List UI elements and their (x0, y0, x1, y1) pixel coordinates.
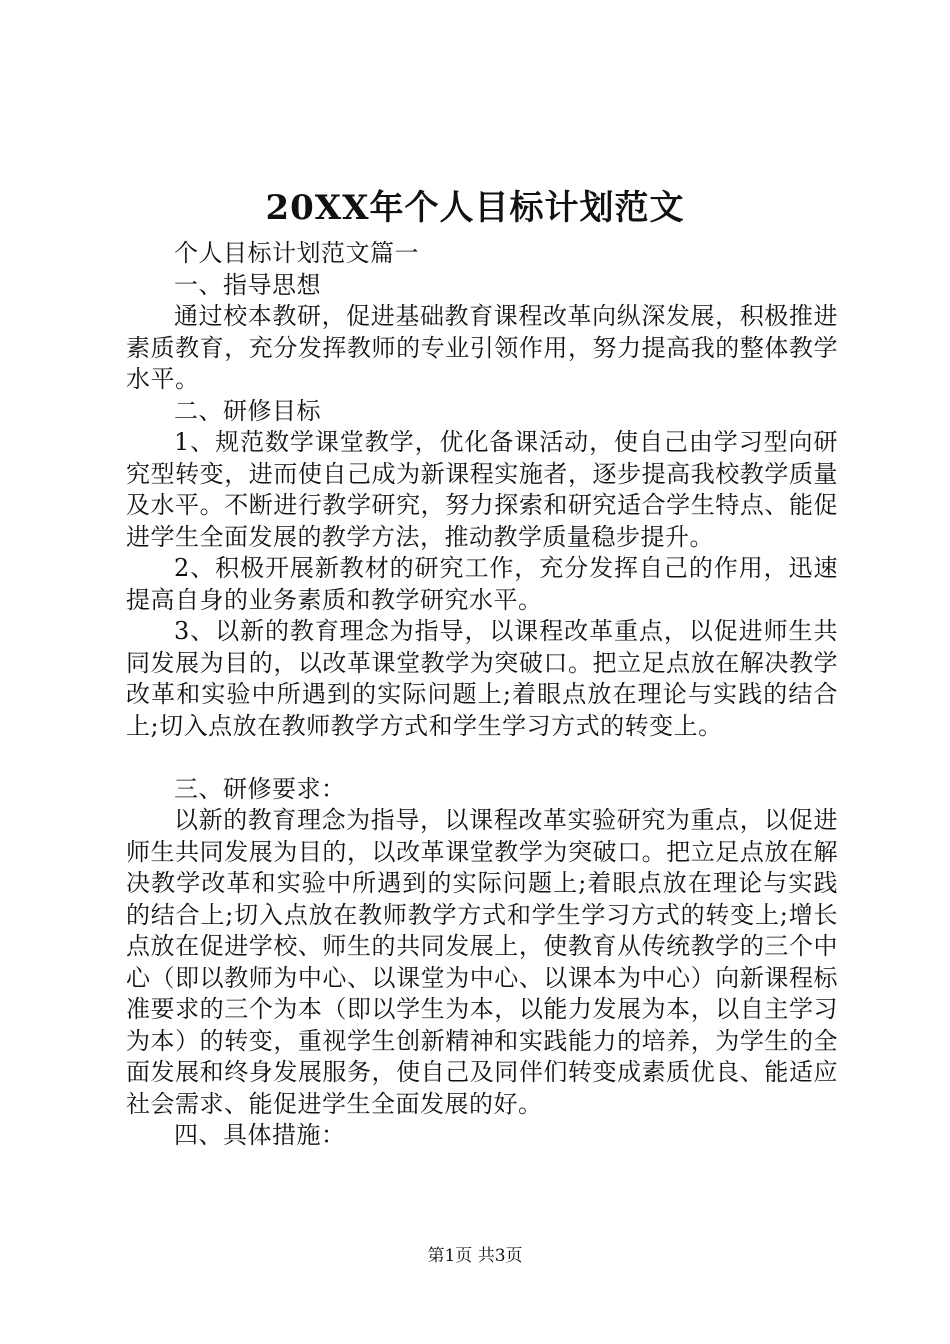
section-heading-specific-measures: 四、具体措施： (174, 1121, 346, 1149)
document-body (126, 238, 838, 1152)
paragraph-guiding-ideology: 通过校本教研，促进基础教育课程改革向纵深发展，积极推进素质教育，充分发挥教师的专业引领作用，努力提高我的整体教学水平。 (126, 302, 838, 393)
section-heading-guiding-ideology: 一、指导思想 (174, 270, 321, 299)
section-heading-study-requirements: 三、研修要求： (174, 774, 346, 803)
page-indicator: 第1页 共3页 (427, 1246, 523, 1266)
document-title: 20XX年个人目标计划范文 (265, 188, 685, 228)
paragraph-goal-3: 3、以新的教育理念为指导，以课程改革重点，以促进师生共同发展为目的，以改革课堂教学为突破口。把立足点放在解决教学改革和实验中所遇到的实际问题上;着眼点放在理论与实践的结合上;切入点放在教师教学方式和学生学习方式的转变上。 (126, 617, 838, 740)
section-heading-article: 个人目标计划范文篇一 (174, 239, 419, 267)
paragraph-goal-1: 1、规范数学课堂教学，优化备课活动，使自己由学习型向研究型转变，进而使自己成为新课程实施者，逐步提高我校教学质量及水平。不断进行教学研究，努力探索和研究适合学生特点、能促进学生全面发展的教学方法，推动教学质量稳步提升。 (126, 428, 838, 551)
section-heading-study-goals: 二、研修目标 (174, 396, 321, 425)
paragraph-study-requirements: 以新的教育理念为指导，以课程改革实验研究为重点，以促进师生共同发展为目的，以改革课堂教学为突破口。把立足点放在解决教学改革和实验中所遇到的实际问题上;着眼点放在理论与实践的结合上;切入点放在教师教学方式和学生学习方式的转变上;增长点放在促进学校、师生的共同发展上，使教育从传统教学的三个中心（即以教师为中心、以课堂为中心、以课本为中心）向新课程标准要求的三个为本（即以学生为本，以能力发展为本，以自主学习为本）的转变，重视学生创新精神和实践能力的培养，为学生的全面发展和终身发展服务，使自己及同伴们转变成素质优良、能适应社会需求、能促进学生全面发展的好。 (126, 806, 838, 1118)
paragraph-goal-2: 2、积极开展新教材的研究工作，充分发挥自己的作用，迅速提高自身的业务素质和教学研究水平。 (126, 554, 838, 614)
